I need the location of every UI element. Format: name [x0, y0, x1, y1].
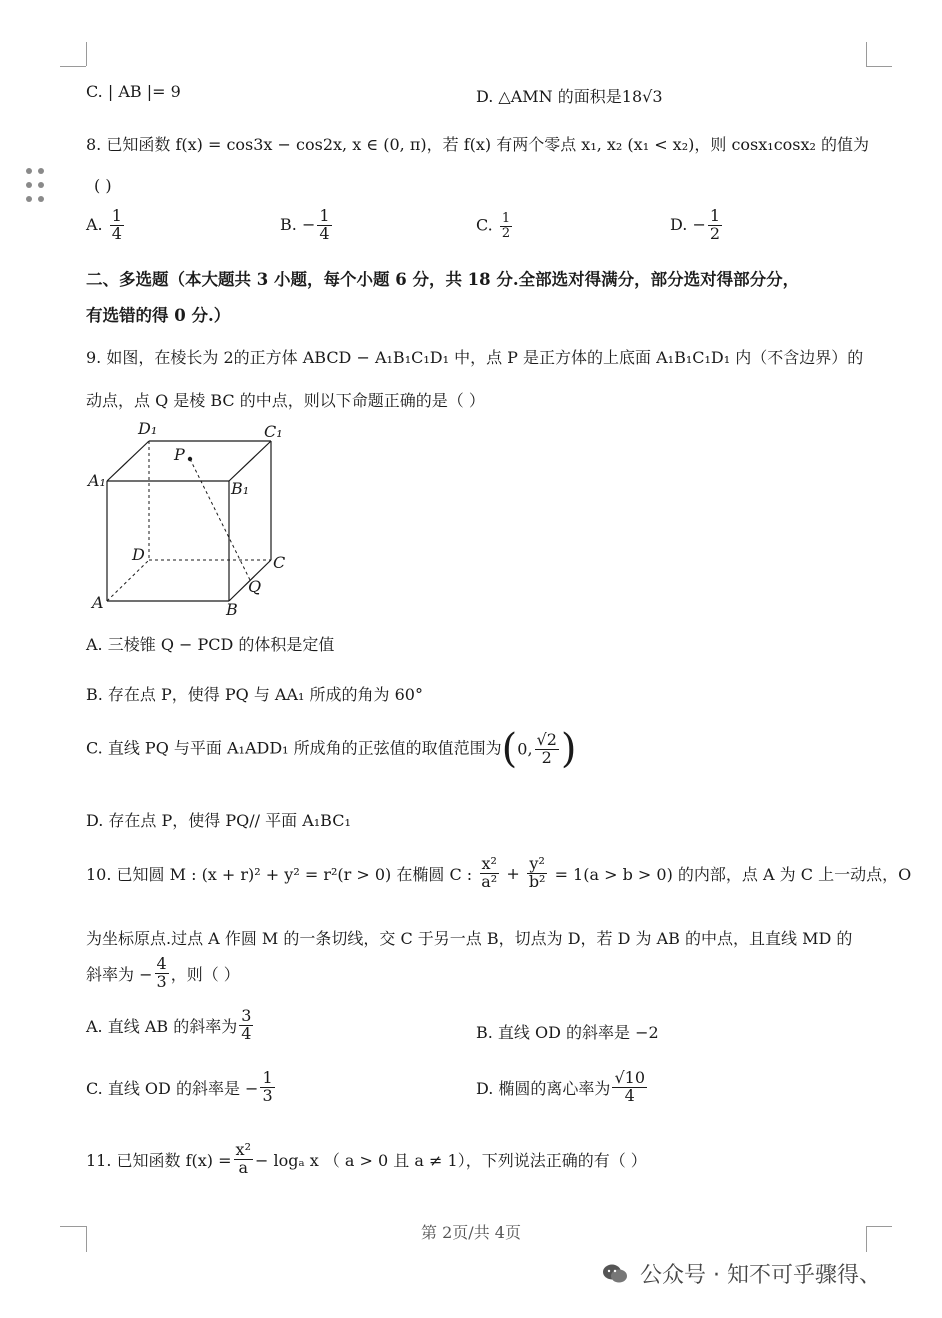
- fraction-den: 4: [241, 1023, 252, 1043]
- edge-AD-hidden: [107, 560, 149, 601]
- q9-option-c: [86, 726, 577, 772]
- q10-option-d-text: D. 椭圆的离心率为: [476, 1078, 611, 1098]
- q9-option-d: D. 存在点 P，使得 PQ// 平面 A₁BC₁: [86, 811, 351, 830]
- fraction: [612, 1070, 647, 1105]
- q10-option-a-text: A. 直线 AB 的斜率为: [86, 1016, 238, 1036]
- q11-stem-text-cont: − logₐ x （ a > 0 且 a ≠ 1），下列说法正确的有（ ）: [254, 1150, 647, 1170]
- q8-option-label: A.: [86, 214, 103, 234]
- fraction-den: 4: [111, 223, 122, 243]
- q10-stem-line3-end: ，则（ ）: [170, 964, 240, 984]
- fraction-num: √10: [614, 1068, 645, 1087]
- fraction-den: a²: [481, 871, 498, 891]
- q9-stem-cont: 动点，点 Q 是棱 BC 的中点，则以下命题正确的是（ ）: [86, 391, 485, 410]
- q10-option-a: [86, 1008, 255, 1043]
- q10-option-c-text: C. 直线 OD 的斜率是 −: [86, 1078, 259, 1098]
- fraction-num: 1: [262, 1068, 273, 1087]
- q10-stem-line2: 为坐标原点.过点 A 作圆 M 的一条切线，交 C 于另一点 B，切点为 D，若 D 为 AB 的中点，且直线 MD 的: [86, 929, 853, 948]
- crop-mark-tl-h: [60, 66, 86, 67]
- fraction: [110, 208, 124, 243]
- q8-option-label: C.: [476, 215, 493, 235]
- point-P: [188, 457, 192, 461]
- fraction: [155, 956, 169, 991]
- q10-stem-line3-text: 斜率为 −: [86, 964, 153, 984]
- label-A: A: [92, 593, 104, 612]
- fraction: [234, 1142, 253, 1177]
- open-paren: (: [501, 726, 518, 772]
- fraction-num: 4: [156, 954, 167, 973]
- fraction-num: x²: [235, 1140, 251, 1159]
- q8-option-d: [670, 208, 724, 243]
- page-footer: 第 2页/共 4页: [421, 1223, 521, 1242]
- q10-option-c: [86, 1070, 277, 1105]
- q7-option-d-value: 18√3: [621, 87, 663, 106]
- label-D: D: [132, 545, 145, 564]
- q8-option-label: D.: [670, 214, 688, 234]
- q10-stem-text-cont: = 1(a > b > 0) 的内部，点 A 为 C 上一动点，O: [554, 864, 912, 884]
- q10-option-d: [476, 1070, 649, 1105]
- label-B1: B₁: [231, 479, 250, 498]
- cube-figure: [80, 412, 300, 622]
- fraction-den: 4: [624, 1085, 635, 1105]
- fraction: [535, 729, 559, 767]
- crop-mark-tl-v: [86, 42, 87, 66]
- fraction: [527, 856, 548, 891]
- drag-handle-icon[interactable]: [26, 168, 46, 202]
- label-C1: C₁: [264, 422, 283, 441]
- section-heading: 二、多选题（本大题共 3 小题，每个小题 6 分，共 18 分.全部选对得满分，部分选对得部分分，: [86, 270, 800, 289]
- q8-stem: 8. 已知函数 f(x) = cos3x − cos2x, x ∈ (0, π)，若 f(x) 有两个零点 x₁, x₂ (x₁ < x₂)，则 cosx₁cosx₂ 的值为: [86, 135, 870, 154]
- crop-mark-tr-v: [866, 42, 867, 66]
- label-B: B: [226, 600, 238, 619]
- fraction-num: 1: [111, 206, 122, 225]
- q9-stem: 9. 如图，在棱长为 2的正方体 ABCD − A₁B₁C₁D₁ 中，点 P 是正方体的上底面 A₁B₁C₁D₁ 内（不含边界）的: [86, 348, 864, 367]
- q8-option-c: [476, 212, 514, 240]
- q8-answer-paren: ( ): [94, 176, 112, 195]
- fraction-num: √2: [536, 729, 557, 749]
- fraction-den: 2: [541, 747, 552, 767]
- label-Q: Q: [248, 577, 262, 596]
- q8-option-b: [280, 208, 334, 243]
- q8-option-label: B.: [280, 214, 297, 234]
- q10-option-b: B. 直线 OD 的斜率是 −2: [476, 1023, 659, 1042]
- fraction-num: 3: [241, 1006, 252, 1025]
- edge-B1C1: [229, 441, 271, 481]
- q10-stem-line3: [86, 956, 240, 991]
- fraction-num: 1: [319, 206, 330, 225]
- q7-option-c: C. | AB |= 9: [86, 82, 181, 101]
- fraction-den: 3: [262, 1085, 273, 1105]
- fraction-den: 4: [319, 223, 330, 243]
- label-P: P: [174, 445, 185, 464]
- fraction-num: 1: [501, 211, 511, 226]
- fraction-den: b²: [528, 871, 546, 891]
- q7-option-d-text: D. △AMN 的面积是: [476, 87, 622, 106]
- fraction: [500, 212, 512, 240]
- q10-stem: [86, 856, 911, 891]
- fraction: [479, 856, 499, 891]
- crop-mark-tr-h: [866, 66, 892, 67]
- wechat-icon: [602, 1263, 628, 1285]
- q11-stem-text: 11. 已知函数 f(x) =: [86, 1150, 232, 1170]
- fraction: [708, 208, 722, 243]
- q8-option-sign: −: [301, 214, 316, 234]
- fraction-den: 2: [501, 225, 511, 241]
- plus-sign: +: [506, 863, 520, 883]
- fraction-num: x²: [481, 854, 497, 873]
- q9-option-a: A. 三棱锥 Q − PCD 的体积是定值: [86, 635, 335, 654]
- label-C: C: [273, 553, 286, 572]
- fraction-num: 1: [709, 206, 721, 225]
- fraction: [317, 208, 331, 243]
- close-paren: ): [560, 726, 577, 772]
- interval-start: 0,: [517, 739, 533, 759]
- watermark-text: 公众号 · 知不可乎骤得、: [640, 1263, 881, 1288]
- label-A1: A₁: [88, 471, 106, 490]
- section-heading-cont: 有选错的得 0 分.）: [86, 306, 231, 325]
- fraction-den: 2: [709, 223, 721, 243]
- edge-A1D1: [107, 441, 149, 481]
- fraction-num: y²: [529, 854, 545, 873]
- label-D1: D₁: [138, 419, 158, 438]
- fraction: [239, 1008, 253, 1043]
- q11-stem: [86, 1142, 647, 1177]
- q8-option-a: [86, 208, 126, 243]
- q8-option-sign: −: [692, 214, 706, 234]
- fraction: [260, 1070, 274, 1105]
- fraction-den: 3: [156, 971, 167, 991]
- watermark: [602, 1258, 881, 1289]
- q9-option-b: B. 存在点 P，使得 PQ 与 AA₁ 所成的角为 60°: [86, 685, 423, 704]
- q10-stem-text: 10. 已知圆 M : (x + r)² + y² = r²(r > 0) 在椭圆 C :: [86, 864, 473, 884]
- q9-option-c-text: C. 直线 PQ 与平面 A₁ADD₁ 所成角的正弦值的取值范围为: [86, 738, 502, 758]
- fraction-den: a: [238, 1157, 249, 1177]
- segment-PQ: [190, 459, 250, 580]
- q7-option-d: [476, 84, 663, 107]
